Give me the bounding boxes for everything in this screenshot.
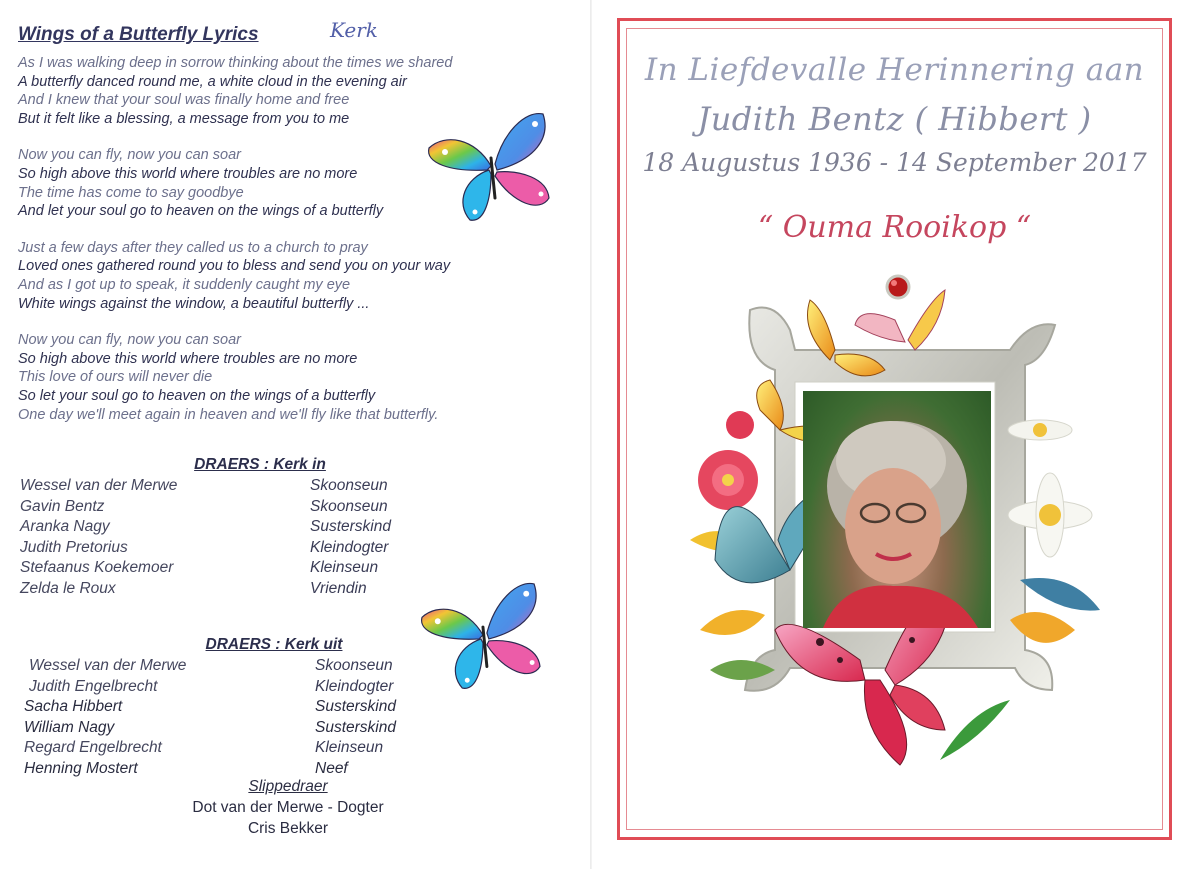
verse-3 <box>18 239 578 313</box>
lyric-line: Now you can fly, now you can soar <box>18 147 241 164</box>
lyric-line: So high above this world where troubles are no more <box>18 350 358 367</box>
bearers-out-heading: DRAERS : Kerk uit <box>205 636 343 653</box>
portrait-photo <box>803 391 991 628</box>
bearer-relation: Vriendin <box>310 579 367 597</box>
bearer-name: Sacha Hibbert <box>24 698 123 715</box>
cover-dedication: In Liefdevalle Herinnering aan <box>644 52 1145 88</box>
bearer-name: Stefaanus Koekemoer <box>20 559 174 576</box>
pall-bearer-heading: Slippedraer <box>248 778 328 795</box>
cover-dates: 18 Augustus 1936 - 14 September 2017 <box>642 148 1147 177</box>
cover-deceased-name: Judith Bentz ( Hibbert ) <box>697 100 1092 138</box>
lyric-line: One day we'll meet again in heaven and we'll fly like that butterfly. <box>18 406 439 423</box>
handwritten-note: Kerk <box>330 18 378 42</box>
bearer-relation: Skoonseun <box>315 657 393 674</box>
lyric-line: This love of ours will never die <box>18 369 213 386</box>
pink-flower-icon <box>698 411 758 510</box>
lyric-line: As I was walking deep in sorrow thinking about the times we shared <box>18 55 453 71</box>
lyric-line: And as I got up to speak, it suddenly caught my eye <box>18 276 351 293</box>
bearer-relation: Skoonseun <box>310 497 388 515</box>
lyric-line: Just a few days after they called us to a church to pray <box>18 239 368 256</box>
bearer-name: Wessel van der Merwe <box>29 657 187 674</box>
bearer-name: Regard Engelbrecht <box>24 739 162 756</box>
pall-bearer-name: Dot van der Merwe - Dogter <box>192 799 384 816</box>
lyric-line: And let your soul go to heaven on the wings of a butterfly <box>18 203 384 220</box>
red-jewel-icon <box>883 272 913 302</box>
bearer-name: Judith Engelbrecht <box>29 677 158 695</box>
bearer-name: Gavin Bentz <box>20 497 105 515</box>
bearer-relation: Kleindogter <box>315 677 394 695</box>
lyric-line: A butterfly danced round me, a white cloud in the evening air <box>18 73 407 90</box>
bearers-church-out <box>20 636 500 779</box>
lyric-line: Loved ones gathered round you to bless and send you on your way <box>18 258 451 275</box>
page-fold <box>590 0 592 869</box>
rainbow-butterfly-icon <box>425 108 553 226</box>
lyrics-title: Wings of a Butterfly Lyrics <box>18 24 259 45</box>
bearer-relation: Kleinseun <box>315 739 384 756</box>
bearer-relation: Kleindogter <box>310 538 389 556</box>
pall-bearer-name: Cris Bekker <box>247 820 329 837</box>
lyric-line: Now you can fly, now you can soar <box>18 332 241 349</box>
bearer-name: Henning Mostert <box>24 759 138 777</box>
lyric-line: The time has come to say goodbye <box>18 184 244 201</box>
lyrics-page <box>18 18 578 442</box>
bearer-relation: Kleinseun <box>310 559 379 576</box>
bearer-name: Wessel van der Merwe <box>20 477 178 494</box>
bearer-relation: Skoonseun <box>310 477 388 494</box>
bearer-name: Judith Pretorius <box>20 538 128 556</box>
lyrics-title-row <box>18 18 578 52</box>
lyric-line: White wings against the window, a beautiful butterfly ... <box>18 295 370 312</box>
verse-4 <box>18 331 578 424</box>
bearer-name: William Nagy <box>24 718 115 736</box>
bearers-in-heading: DRAERS : Kerk in <box>194 456 326 473</box>
bearer-relation: Susterskind <box>315 698 396 715</box>
bearer-relation: Neef <box>315 759 348 777</box>
cover-nickname: “ Ouma Rooikop “ <box>757 210 1032 245</box>
lyric-line: And I knew that your soul was finally home and free <box>18 92 350 109</box>
bearer-name: Zelda le Roux <box>20 579 116 597</box>
bearer-name: Aranka Nagy <box>20 518 110 535</box>
bearer-relation: Susterskind <box>315 718 396 736</box>
lyric-line: So high above this world where troubles are no more <box>18 165 358 182</box>
lyric-line: So let your soul go to heaven on the wings of a butterfly <box>18 387 376 404</box>
portrait-figure <box>803 391 991 628</box>
lyric-line: But it felt like a blessing, a message from you to me <box>18 110 350 127</box>
bearer-relation: Susterskind <box>310 518 391 535</box>
